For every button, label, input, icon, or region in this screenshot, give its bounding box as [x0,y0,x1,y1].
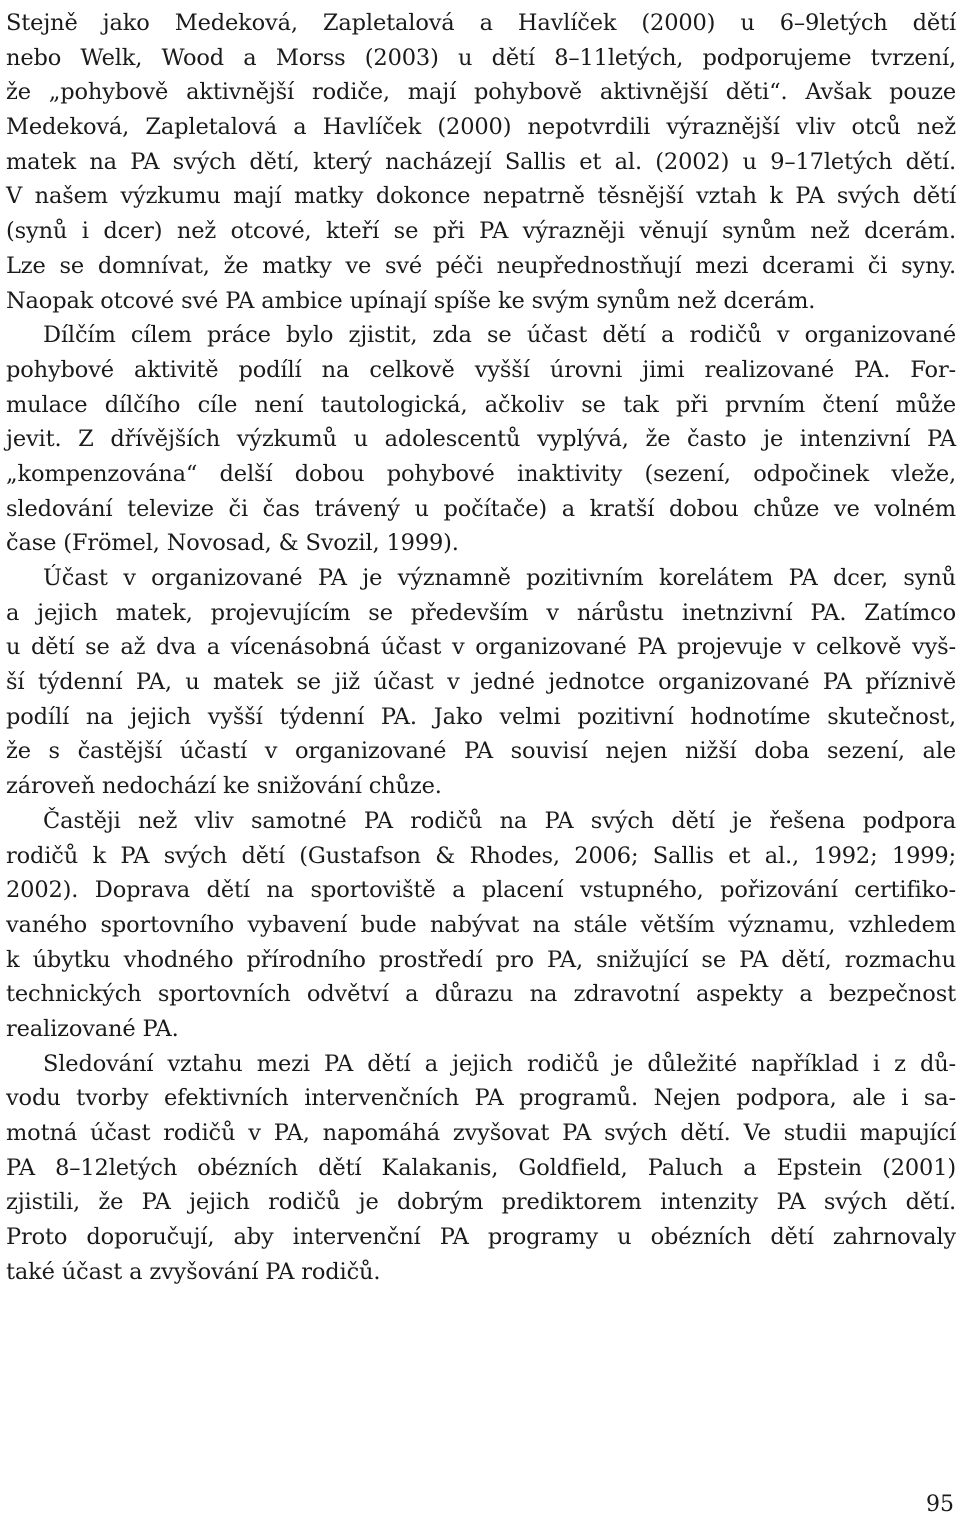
text-line: rodičů k PA svých dětí (Gustafson & Rhodes, 2006; Sallis et al., 1992; 1999; [6,842,956,869]
text-line: 2002). Doprava dětí na sportoviště a placení vstupného, pořizování certifiko- [6,877,956,904]
text-line: PA 8–12letých obézních dětí Kalakanis, Goldfield, Paluch a Epstein (2001) [6,1154,956,1181]
text-line: a jejich matek, projevujícím se především v nárůstu inetnzivní PA. Zatímco [6,599,956,626]
text-line: u dětí se až dva a vícenásobná účast v organizované PA projevuje v celkově vyš- [6,634,956,661]
text-line: (synů i dcer) než otcové, kteří se při PA výrazněji věnují synům než dcerám. [6,218,956,245]
text-line: zjistili, že PA jejich rodičů je dobrým prediktorem intenzity PA svých dětí. [6,1189,956,1216]
text-line: že s častější účastí v organizované PA souvisí nejen nižší doba sezení, ale [6,738,956,765]
text-line: čase (Frömel, Novosad, & Svozil, 1999). [6,530,459,557]
text-line: vodu tvorby efektivních intervenčních PA programů. Nejen podpora, ale i sa- [6,1085,956,1112]
text-line: Medeková, Zapletalová a Havlíček (2000) nepotvrdili výraznější vliv otců než [6,114,956,141]
text-line: podílí na jejich vyšší týdenní PA. Jako velmi pozitivní hodnotíme skutečnost, [6,703,956,730]
paragraph-4 [6,804,956,1047]
text-line: také účast a zvyšování PA rodičů. [6,1258,381,1285]
document-body [6,6,956,1289]
paragraph-2 [6,318,956,561]
text-line: pohybové aktivitě podílí na celkově vyšší úrovni jimi realizované PA. For- [6,356,956,383]
text-line: matek na PA svých dětí, který nacházejí Sallis et al. (2002) u 9–17letých dětí. [6,148,956,175]
text-line: vaného sportovního vybavení bude nabývat na stále větším významu, vzhledem [6,911,956,938]
text-line: sledování televize či čas trávený u počítače) a kratší dobou chůze ve volném [6,495,956,522]
text-line: Dílčím cílem práce bylo zjistit, zda se účast dětí a rodičů v organizované [43,322,956,349]
text-line: Častěji než vliv samotné PA rodičů na PA svých dětí je řešena podpora [43,807,956,834]
text-line: „kompenzována“ delší dobou pohybové inaktivity (sezení, odpočinek vleže, [6,460,956,487]
paragraph-3 [6,561,956,804]
text-line: nebo Welk, Wood a Morss (2003) u dětí 8–11letých, podporujeme tvrzení, [6,44,956,71]
text-line: realizované PA. [6,1015,179,1042]
text-line: V našem výzkumu mají matky dokonce nepatrně těsnější vztah k PA svých dětí [6,183,956,210]
text-line: že „pohybově aktivnější rodiče, mají pohybově aktivnější děti“. Avšak pouze [6,79,956,106]
text-line: Stejně jako Medeková, Zapletalová a Havlíček (2000) u 6–9letých dětí [6,10,956,36]
paragraph-5 [6,1047,956,1290]
text-line: Proto doporučují, aby intervenční PA programy u obézních dětí zahrnovaly [6,1224,956,1251]
text-line: Účast v organizované PA je významně pozitivním korelátem PA dcer, synů [43,565,956,591]
text-line: Naopak otcové své PA ambice upínají spíše ke svým synům než dcerám. [6,287,816,314]
text-line: mulace dílčího cíle není tautologická, ačkoliv se tak při prvním čtení může [6,391,956,418]
text-line: zároveň nedochází ke snižování chůze. [6,773,442,800]
text-line: jevit. Z dřívějších výzkumů u adolescentů vyplývá, že často je intenzivní PA [6,426,956,453]
paragraph-1 [6,6,956,318]
text-line: Lze se domnívat, že matky ve své péči neupřednostňují mezi dcerami či syny. [6,252,956,279]
text-line: technických sportovních odvětví a důrazu na zdravotní aspekty a bezpečnost [6,981,956,1008]
text-line: ší týdenní PA, u matek se již účast v jedné jednotce organizované PA příznivě [6,669,956,696]
text-line: k úbytku vhodného přírodního prostředí pro PA, snižující se PA dětí, rozmachu [6,946,956,973]
text-line: Sledování vztahu mezi PA dětí a jejich rodičů je důležité například i z dů- [43,1050,956,1077]
text-line: motná účast rodičů v PA, napomáhá zvyšovat PA svých dětí. Ve studii mapující [6,1120,956,1146]
page-number: 95 [926,1492,954,1517]
